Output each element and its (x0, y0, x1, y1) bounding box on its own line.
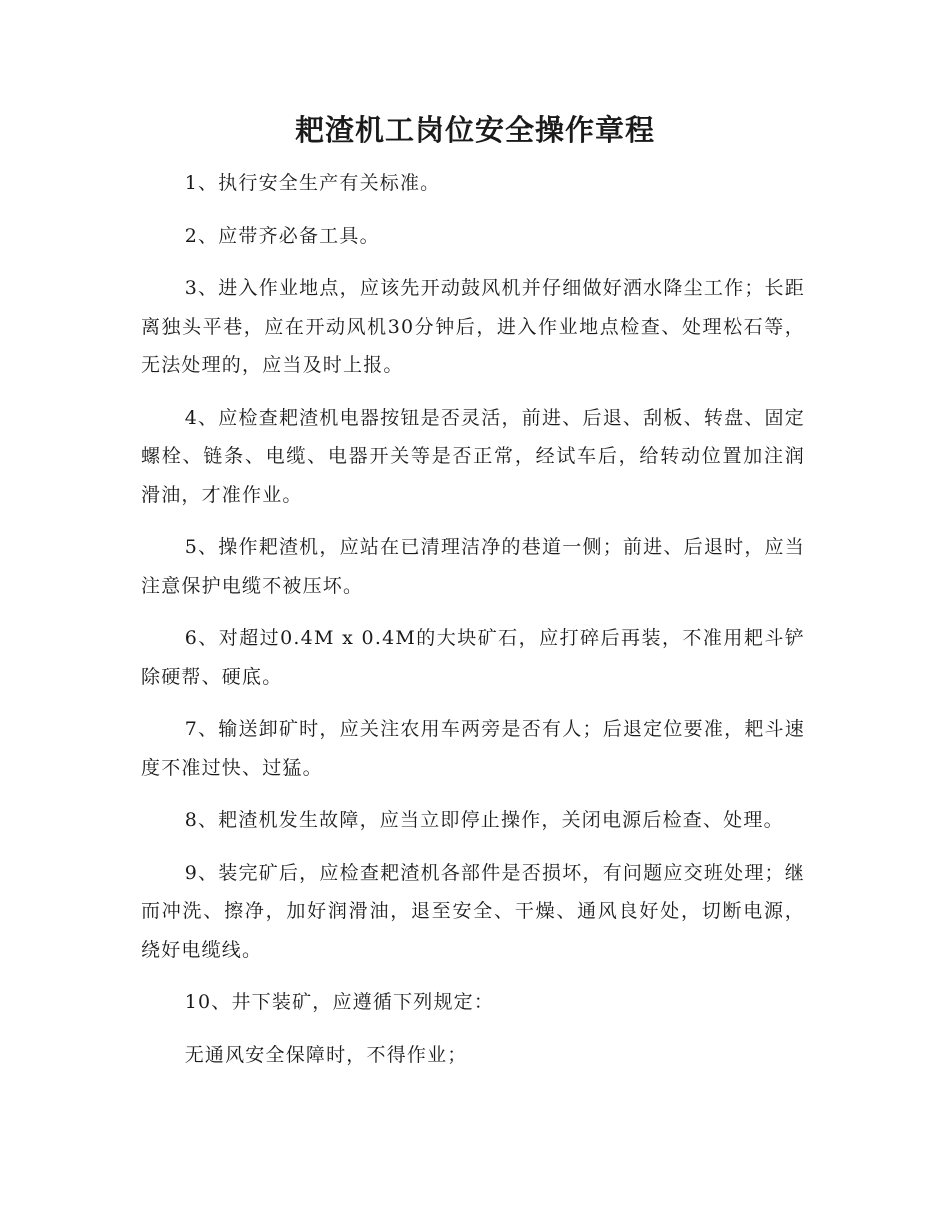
document-title: 耙渣机工岗位安全操作章程 (294, 113, 655, 147)
paragraph-4: 4、应检查耙渣机电器按钮是否灵活，前进、后退、刮板、转盘、固定螺栓、链条、电缆、电器开关等是否正常，经试车后，给转动位置加注润滑油，才准作业。 (141, 406, 805, 506)
document-body (141, 164, 805, 1088)
paragraph-5: 5、操作耙渣机，应站在已清理洁净的巷道一侧；前进、后退时，应当注意保护电缆不被压坏。 (141, 536, 805, 597)
paragraph-7: 7、输送卸矿时，应关注农用车两旁是否有人；后退定位要准，耙斗速度不准过快、过猛。 (141, 718, 805, 779)
paragraph-11: 无通风安全保障时，不得作业； (184, 1043, 468, 1066)
paragraph-3: 3、进入作业地点，应该先开动鼓风机并仔细做好洒水降尘工作；长距离独头平巷，应在开动风机30分钟后，进入作业地点检查、处理松石等，无法处理的，应当及时上报。 (141, 277, 805, 376)
paragraph-1: 1、执行安全生产有关标准。 (184, 172, 441, 194)
paragraph-10: 10、井下装矿，应遵循下列规定： (184, 991, 495, 1013)
paragraph-8: 8、耙渣机发生故障，应当立即停止操作，关闭电源后检查、处理。 (184, 809, 784, 831)
paragraph-6: 6、对超过0.4M x 0.4M的大块矿石，应打碎后再装，不准用耙斗铲除硬帮、硬底。 (141, 627, 805, 688)
paragraph-2: 2、应带齐必备工具。 (184, 224, 380, 247)
paragraph-9: 9、装完矿后，应检查耙渣机各部件是否损坏，有问题应交班处理；继而冲洗、擦净，加好润滑油，退至安全、干燥、通风良好处，切断电源，绕好电缆线。 (141, 861, 805, 961)
